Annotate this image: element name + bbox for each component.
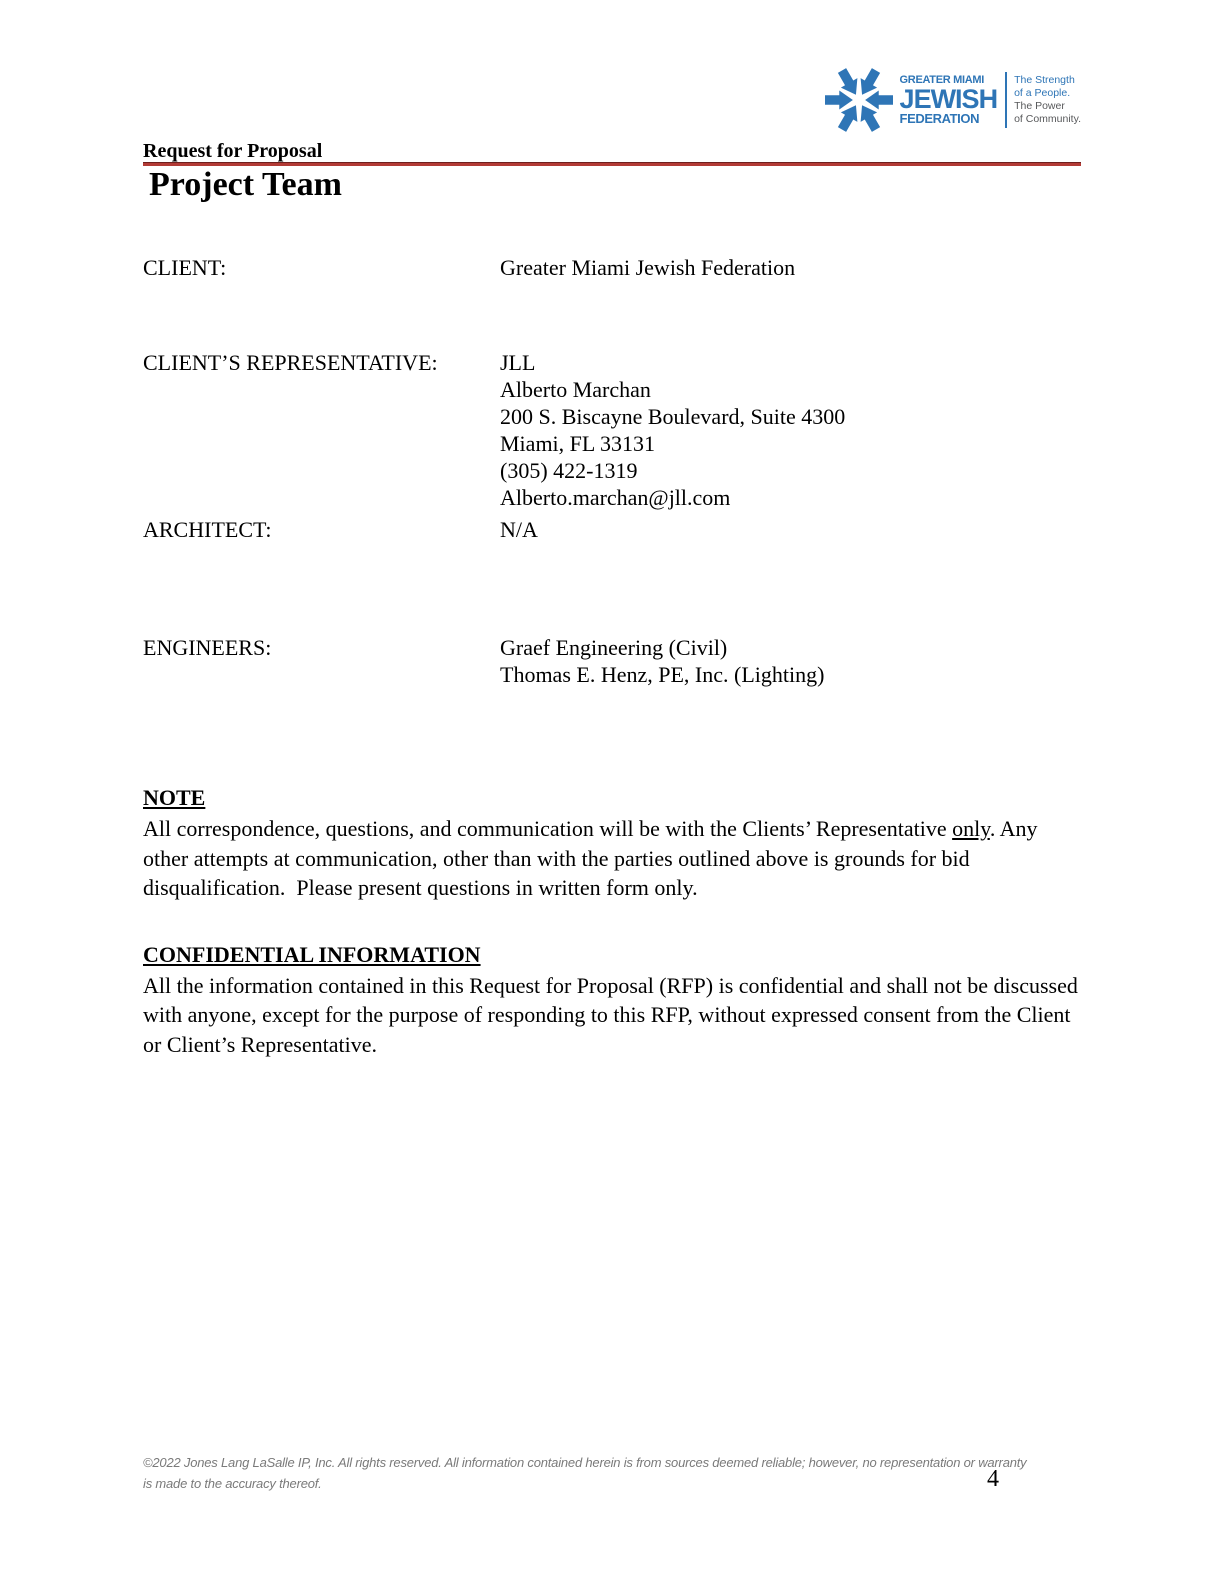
logo-org-line1: GREATER MIAMI [899, 74, 985, 86]
logo-org-name [900, 74, 998, 126]
note-section [143, 784, 1081, 903]
representative-contact-name: Alberto Marchan [500, 377, 651, 402]
tagline-line4: of Community. [1014, 113, 1081, 125]
representative-company: JLL [500, 350, 536, 375]
note-text-part2: . Any other attempts at communication, other than with the parties outlined above is grounds for bid disqualification. Please present questions in written form only. [143, 816, 1038, 900]
confidential-heading: CONFIDENTIAL INFORMATION [143, 941, 481, 967]
architect-value [500, 516, 1081, 543]
architect-line: N/A [500, 517, 538, 542]
star-of-david-arrows-icon [822, 66, 896, 134]
greater-miami-jewish-federation-logo [822, 66, 1081, 134]
representative-address-line2: Miami, FL 33131 [500, 431, 656, 456]
team-row-engineers [143, 634, 1081, 688]
logo-org-line3: FEDERATION [899, 111, 980, 126]
representative-email: Alberto.marchan@jll.com [500, 485, 731, 510]
logo-divider [1005, 72, 1007, 128]
client-value [500, 254, 1081, 281]
engineer-civil: Graef Engineering (Civil) [500, 635, 728, 660]
client-line: Greater Miami Jewish Federation [500, 255, 796, 280]
confidential-section [143, 941, 1081, 1060]
note-heading: NOTE [143, 785, 206, 810]
team-row-representative [143, 349, 1081, 511]
confidential-paragraph: All the information contained in this Request for Proposal (RFP) is confidential and shall not be discussed with anyone, except for the purpose of responding to this RFP, without expressed consent from the Client or Client’s Representative. [143, 972, 1078, 1057]
engineer-lighting: Thomas E. Henz, PE, Inc. (Lighting) [500, 662, 825, 687]
logo-tagline [1014, 74, 1081, 126]
logo-org-line2: JEWISH [899, 84, 998, 114]
note-text-part1: All correspondence, questions, and communication will be with the Clients’ Representative [143, 816, 953, 841]
page-number: 4 [987, 1466, 999, 1492]
document-type-heading: Request for Proposal [143, 140, 323, 162]
note-paragraph [143, 814, 1081, 903]
team-row-architect [143, 516, 1081, 543]
client-label: CLIENT: [143, 255, 227, 280]
logo-row [143, 66, 1081, 134]
representative-phone: (305) 422-1319 [500, 458, 638, 483]
footer-copyright: ©2022 Jones Lang LaSalle IP, Inc. All rights reserved. All information contained herein is from sources deemed reliable; however, no representation or warranty is made to the accuracy thereof. [143, 1455, 1027, 1491]
engineers-label: ENGINEERS: [143, 635, 272, 660]
tagline-line3: The Power [1014, 100, 1065, 112]
representative-label: CLIENT’S REPRESENTATIVE: [143, 350, 438, 375]
page-title: Project Team [149, 166, 342, 203]
architect-label: ARCHITECT: [143, 517, 272, 542]
representative-address-line1: 200 S. Biscayne Boulevard, Suite 4300 [500, 404, 846, 429]
tagline-line1: The Strength [1014, 74, 1075, 86]
representative-value [500, 349, 1081, 511]
team-row-client [143, 254, 1081, 281]
engineers-value [500, 634, 1081, 688]
note-text-underlined: only [952, 816, 990, 841]
tagline-line2: of a People. [1014, 87, 1071, 99]
